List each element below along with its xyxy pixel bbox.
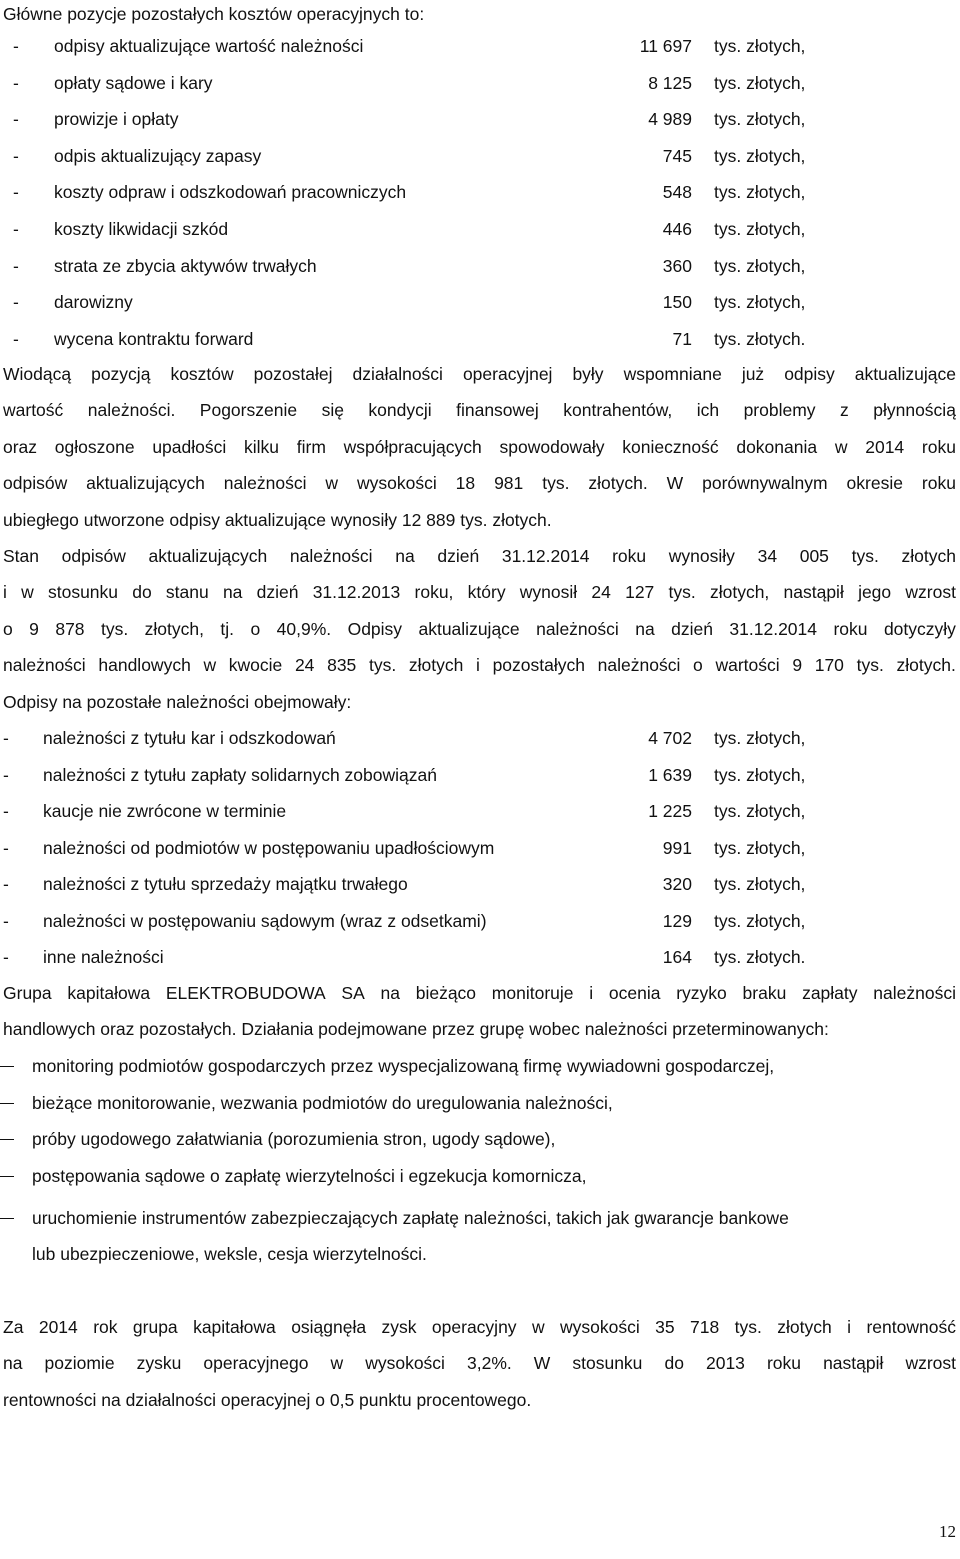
action-item-text: postępowania sądowe o zapłatę wierzytelności i egzekucja komornicza, <box>32 1166 587 1186</box>
word: pozycją <box>91 364 151 384</box>
word: do <box>132 582 152 603</box>
word: SA <box>341 983 365 1003</box>
word: Za <box>3 1317 24 1337</box>
word: wysokości <box>560 1317 640 1337</box>
dash-marker: - <box>3 764 9 785</box>
word: tys. <box>734 1317 762 1337</box>
cost-item-unit: tys. złotych, <box>714 145 806 166</box>
receivable-item <box>0 946 960 968</box>
word: należności <box>3 655 86 676</box>
word: 31.12.2014 <box>729 618 818 639</box>
dash-marker: - <box>13 219 19 239</box>
action-item-text: uruchomienie instrumentów zabezpieczających zapłatę należności, takich jak gwarancje bankowe <box>32 1208 789 1228</box>
word: roku <box>921 436 956 457</box>
cost-item <box>0 218 960 240</box>
word: Stan <box>3 546 39 566</box>
paragraph-line <box>3 618 956 640</box>
dash-marker: - <box>13 255 19 276</box>
cost-item-unit: tys. złotych. <box>714 328 806 349</box>
action-item <box>0 1055 960 1077</box>
word: wspomniane <box>623 364 722 384</box>
cost-item <box>0 145 960 167</box>
word: pozostałych <box>492 655 585 676</box>
receivable-item-amount: 991 <box>662 837 692 858</box>
word: roku <box>766 1353 802 1374</box>
word: stosunku <box>572 1353 643 1374</box>
word: w <box>330 1353 344 1374</box>
cost-item-amount: 548 <box>662 182 692 203</box>
word: w <box>203 655 217 676</box>
word: Odpisy <box>347 618 403 639</box>
word: 24 <box>294 655 315 676</box>
cost-item <box>0 181 960 203</box>
word: 2014 <box>38 1317 78 1337</box>
word: o <box>250 618 261 639</box>
receivable-item-unit: tys. złotych, <box>714 910 806 931</box>
cost-item-amount: 150 <box>662 292 692 313</box>
word: okresie <box>846 473 903 494</box>
word: 170 <box>814 655 844 676</box>
word: grupa <box>132 1317 178 1337</box>
action-item <box>0 1092 960 1114</box>
word: na <box>395 546 415 566</box>
word: 3,2%. <box>467 1353 512 1374</box>
word: i <box>589 983 594 1003</box>
word: roku <box>833 618 868 639</box>
word: tys. <box>856 655 884 676</box>
word: spowodowały <box>499 436 605 457</box>
word: stosunku <box>47 582 119 603</box>
cost-item-amount: 446 <box>662 219 692 239</box>
word: 34 <box>757 546 778 566</box>
word: w <box>325 473 339 494</box>
word: odpisów <box>61 546 126 566</box>
receivable-item-unit: tys. złotych, <box>714 837 806 858</box>
word: kondycji <box>368 400 432 421</box>
word: złotych, <box>709 582 770 603</box>
word: współpracujących <box>343 436 482 457</box>
word: operacyjny <box>431 1317 517 1337</box>
word: na <box>3 1353 23 1374</box>
word: 835 <box>327 655 357 676</box>
word: dokonania <box>736 436 818 457</box>
cost-item-label: strata ze zbycia aktywów trwałych <box>54 255 317 276</box>
word: operacyjnej <box>462 364 553 384</box>
word: na <box>222 582 243 603</box>
word: ryzyko <box>676 983 727 1003</box>
word: ELEKTROBUDOWA <box>165 983 326 1003</box>
receivable-item-label: należności z tytułu zapłaty solidarnych zobowiązań <box>43 764 437 785</box>
dash-marker: - <box>13 36 19 56</box>
word: 31.12.2013 <box>312 582 401 603</box>
word: W <box>666 473 684 494</box>
word: rok <box>93 1317 118 1337</box>
word: problemy <box>743 400 816 421</box>
dash-marker: - <box>13 145 19 166</box>
dash-marker: - <box>13 72 19 93</box>
paragraph-line <box>3 654 956 676</box>
dash-marker: - <box>3 874 9 894</box>
paragraph-line: handlowych oraz pozostałych. Działania podejmowane przez grupę wobec należności przeterminowanych: <box>3 1019 829 1040</box>
word: stanu <box>165 582 209 603</box>
word: należności <box>289 546 373 566</box>
word: 9 <box>792 655 803 676</box>
cost-item-unit: tys. złotych, <box>714 182 806 203</box>
bullet-dash <box>0 1218 14 1219</box>
receivables-intro: Odpisy na pozostałe należności obejmowały: <box>3 692 352 712</box>
paragraph-line <box>3 581 956 603</box>
word: 005 <box>799 546 829 566</box>
paragraph-line <box>3 982 956 1004</box>
receivable-item-unit: tys. złotych, <box>714 874 806 894</box>
word: ocenia <box>608 983 661 1003</box>
cost-item-label: koszty odpraw i odszkodowań pracowniczych <box>54 182 407 203</box>
word: w <box>21 582 34 603</box>
word: W <box>533 1353 551 1374</box>
receivable-item-label: kaucje nie zwrócone w terminie <box>43 801 287 821</box>
word: do <box>664 1353 684 1374</box>
word: złotych <box>901 546 956 566</box>
word: 718 <box>690 1317 720 1337</box>
word: aktualizujących <box>148 546 268 566</box>
paragraph-line <box>3 363 956 385</box>
word: kilku <box>244 436 280 457</box>
word: bieżąco <box>415 983 477 1003</box>
word: rentowność <box>866 1317 956 1337</box>
word: Pogorszenie <box>199 400 298 421</box>
dash-marker: - <box>13 182 19 203</box>
word: 18 <box>455 473 476 494</box>
word: porównywalnym <box>702 473 828 494</box>
action-item <box>0 1243 960 1265</box>
dash-marker: - <box>13 109 19 130</box>
word: i <box>3 582 7 603</box>
cost-item-label: darowizny <box>54 292 133 313</box>
receivable-item <box>0 873 960 895</box>
cost-item-amount: 8 125 <box>648 72 692 93</box>
word: wzrost <box>905 582 956 603</box>
receivable-item-label: należności w postępowaniu sądowym (wraz z odsetkami) <box>43 910 487 931</box>
word: 878 <box>55 618 85 639</box>
word: złotych. <box>588 473 648 494</box>
word: 35 <box>655 1317 675 1337</box>
word: wzrost <box>905 1353 956 1374</box>
receivable-item <box>0 727 960 749</box>
cost-item <box>0 108 960 130</box>
word: 40,9%. <box>276 618 332 639</box>
dash-marker: - <box>13 328 19 349</box>
receivable-item-amount: 4 702 <box>648 728 692 748</box>
cost-item <box>0 72 960 94</box>
action-item-text: monitoring podmiotów gospodarczych przez wyspecjalizowaną firmę wywiadowni gospodarczej, <box>32 1056 775 1076</box>
word: złotych. <box>896 655 956 676</box>
cost-item-unit: tys. złotych, <box>714 292 806 313</box>
word: który <box>467 582 506 603</box>
cost-item-amount: 4 989 <box>648 109 692 130</box>
word: w <box>531 1317 545 1337</box>
word: tys. <box>668 582 696 603</box>
word: należności <box>597 655 681 676</box>
word: braku <box>742 983 787 1003</box>
bullet-dash <box>0 1139 14 1140</box>
receivable-item-label: należności z tytułu kar i odszkodowań <box>43 728 336 748</box>
word: Grupa <box>3 983 52 1003</box>
word: z <box>840 400 849 421</box>
bullet-dash <box>0 1103 14 1104</box>
word: tj. <box>220 618 235 639</box>
paragraph-line: ubiegłego utworzone odpisy aktualizujące wynosiły 12 889 tys. złotych. <box>3 509 552 530</box>
word: złotych <box>777 1317 832 1337</box>
receivable-item <box>0 910 960 932</box>
word: płynnością <box>873 400 956 421</box>
word: operacyjnego <box>203 1353 309 1374</box>
word: o <box>3 618 13 639</box>
cost-item-unit: tys. złotych, <box>714 109 806 130</box>
word: należności. <box>87 400 176 421</box>
receivable-item-amount: 320 <box>662 874 692 894</box>
word: tys. <box>100 618 129 639</box>
word: dzień <box>671 618 713 639</box>
dash-marker: - <box>3 910 9 931</box>
word: aktualizujące <box>854 364 956 384</box>
word: i <box>476 655 480 676</box>
cost-item <box>0 255 960 277</box>
word: kosztów <box>170 364 234 384</box>
word: konieczność <box>622 436 719 457</box>
word: wysokości <box>365 1353 445 1374</box>
cost-item <box>0 291 960 313</box>
cost-item-amount: 11 697 <box>639 36 692 56</box>
paragraph-line <box>3 472 956 494</box>
word: wartość <box>3 400 64 421</box>
word: już <box>741 364 765 384</box>
word: należności <box>223 473 307 494</box>
paragraph-line <box>3 545 956 567</box>
receivable-item-amount: 164 <box>662 947 692 967</box>
word: zapłaty <box>802 983 858 1003</box>
cost-item-amount: 360 <box>662 255 692 276</box>
dash-marker: - <box>13 292 19 313</box>
action-item <box>0 1207 960 1229</box>
cost-item-label: wycena kontraktu forward <box>54 328 254 349</box>
paragraph-line <box>3 1316 956 1338</box>
word: pozostałej <box>253 364 333 384</box>
word: kontrahentów, <box>563 400 673 421</box>
dash-marker: - <box>3 728 9 748</box>
receivable-item-unit: tys. złotych, <box>714 728 806 748</box>
word: złotych, <box>144 618 204 639</box>
word: roku <box>921 473 956 494</box>
dash-marker: - <box>3 837 9 858</box>
receivable-item-unit: tys. złotych. <box>714 947 806 967</box>
receivable-item-unit: tys. złotych, <box>714 801 806 821</box>
word: firm <box>296 436 326 457</box>
receivable-item-amount: 1 639 <box>648 764 692 785</box>
word: ogłoszone <box>54 436 135 457</box>
word: osiągnęła <box>291 1317 367 1337</box>
word: kapitałowa <box>193 1317 276 1337</box>
cost-item-unit: tys. złotych, <box>714 72 806 93</box>
cost-item-label: koszty likwidacji szkód <box>54 219 229 239</box>
word: finansowej <box>456 400 539 421</box>
action-item <box>0 1165 960 1187</box>
word: 981 <box>494 473 524 494</box>
receivable-item-amount: 1 225 <box>648 801 692 821</box>
cost-item-unit: tys. złotych, <box>714 36 806 56</box>
word: wynosiły <box>668 546 735 566</box>
page-number: 12 <box>939 1522 956 1541</box>
word: monitoruje <box>491 983 574 1003</box>
receivable-item-amount: 129 <box>662 910 692 931</box>
action-item-text: lub ubezpieczeniowe, weksle, cesja wierzytelności. <box>32 1244 427 1264</box>
word: się <box>321 400 344 421</box>
word: 2014 <box>865 436 905 457</box>
word: 127 <box>625 582 655 603</box>
dash-marker: - <box>3 947 9 967</box>
cost-item-label: odpisy aktualizujące wartość należności <box>54 36 364 56</box>
word: wysokości <box>356 473 437 494</box>
bullet-dash <box>0 1176 14 1177</box>
word: działalności <box>352 364 443 384</box>
dash-marker: - <box>3 801 9 821</box>
word: 24 <box>591 582 611 603</box>
word: 9 <box>29 618 39 639</box>
word: i <box>847 1317 852 1337</box>
cost-item <box>0 35 960 57</box>
receivable-item <box>0 837 960 859</box>
cost-item-amount: 745 <box>662 145 692 166</box>
cost-item-label: opłaty sądowe i kary <box>54 72 213 93</box>
word: były <box>572 364 604 384</box>
action-item-text: próby ugodowego załatwiania (porozumienia stron, ugody sądowe), <box>32 1129 556 1149</box>
word: oraz <box>3 436 38 457</box>
receivable-item <box>0 800 960 822</box>
word: handlowych <box>98 655 191 676</box>
word: tys. <box>542 473 570 494</box>
cost-item-amount: 71 <box>672 328 692 349</box>
word: dotyczyły <box>883 618 956 639</box>
word: nastąpił <box>783 582 844 603</box>
receivable-item-unit: tys. złotych, <box>714 764 806 785</box>
word: wynosił <box>519 582 578 603</box>
word: na <box>380 983 400 1003</box>
word: ich <box>696 400 720 421</box>
word: odpisów <box>3 473 68 494</box>
word: tys. <box>368 655 397 676</box>
word: o <box>693 655 703 676</box>
receivable-item-label: należności z tytułu sprzedaży majątku trwałego <box>43 874 408 894</box>
cost-item-unit: tys. złotych, <box>714 219 806 239</box>
cost-item-label: prowizje i opłaty <box>54 109 179 130</box>
bullet-dash <box>0 1066 14 1067</box>
word: Wiodącą <box>3 364 72 384</box>
word: dzień <box>437 546 480 566</box>
word: należności <box>536 618 619 639</box>
word: tys. <box>851 546 879 566</box>
word: dzień <box>256 582 299 603</box>
word: zysku <box>136 1353 182 1374</box>
word: wartości <box>715 655 780 676</box>
action-item-text: bieżące monitorowanie, wezwania podmiotów do uregulowania należności, <box>32 1093 613 1113</box>
paragraph-line: rentowności na działalności operacyjnej o 0,5 punktu procentowego. <box>3 1389 532 1410</box>
word: roku, <box>414 582 454 603</box>
word: kapitałowa <box>67 983 151 1003</box>
receivable-item-label: inne należności <box>43 947 164 967</box>
word: aktualizujących <box>86 473 205 494</box>
word: należności <box>873 983 956 1003</box>
word: nastąpił <box>823 1353 884 1374</box>
word: jego <box>858 582 892 603</box>
word: odpisy <box>784 364 835 384</box>
action-item <box>0 1128 960 1150</box>
word: złotych <box>408 655 464 676</box>
receivable-item <box>0 764 960 786</box>
paragraph-line <box>3 399 956 421</box>
word: roku <box>612 546 647 566</box>
cost-intro: Główne pozycje pozostałych kosztów operacyjnych to: <box>3 4 425 24</box>
word: poziomie <box>44 1353 115 1374</box>
cost-item <box>0 328 960 350</box>
word: 31.12.2014 <box>501 546 590 566</box>
word: aktualizujące <box>418 618 520 639</box>
receivable-item-label: należności od podmiotów w postępowaniu upadłościowym <box>43 837 495 858</box>
word: kwocie <box>228 655 283 676</box>
paragraph-line <box>3 1352 956 1374</box>
paragraph-line <box>3 436 956 458</box>
cost-item-unit: tys. złotych, <box>714 255 806 276</box>
word: 2013 <box>705 1353 745 1374</box>
word: w <box>834 436 848 457</box>
cost-item-label: odpis aktualizujący zapasy <box>54 145 262 166</box>
word: na <box>635 618 655 639</box>
word: zysk <box>381 1317 417 1337</box>
word: upadłości <box>152 436 227 457</box>
